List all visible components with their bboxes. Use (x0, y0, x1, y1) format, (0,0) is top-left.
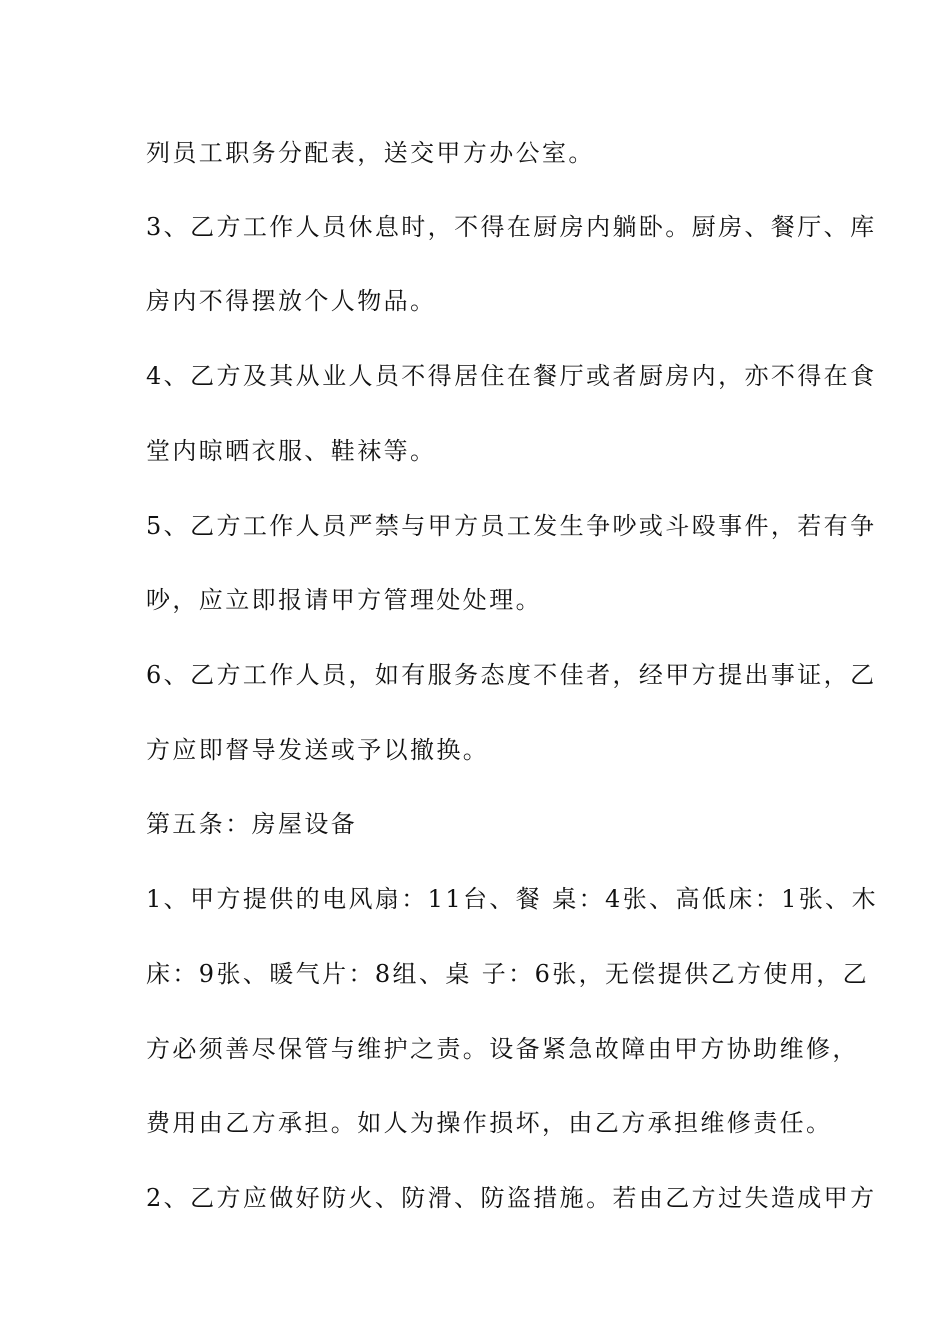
text-line: 6、乙方工作人员，如有服务态度不佳者，经甲方提出事证，乙 (146, 661, 877, 689)
section-heading: 第五条：房屋设备 (146, 810, 358, 838)
text-line: 吵，应立即报请甲方管理处处理。 (146, 586, 542, 614)
text-line: 2、乙方应做好防火、防滑、防盗措施。若由乙方过失造成甲方 (146, 1184, 877, 1212)
text-line: 列员工职务分配表，送交甲方办公室。 (146, 139, 595, 167)
text-line: 方应即督导发送或予以撤换。 (146, 736, 490, 764)
text-line: 4、乙方及其从业人员不得居住在餐厅或者厨房内，亦不得在食 (146, 362, 877, 390)
text-line: 3、乙方工作人员休息时，不得在厨房内躺卧。厨房、餐厅、库 (146, 213, 877, 241)
text-line: 床：9张、暖气片：8组、桌 子：6张，无偿提供乙方使用，乙 (146, 960, 870, 988)
text-line: 房内不得摆放个人物品。 (146, 287, 437, 315)
text-line: 1、甲方提供的电风扇：11台、餐 桌：4张、高低床：1张、木 (146, 885, 878, 913)
text-line: 方必须善尽保管与维护之责。设备紧急故障由甲方协助维修， (146, 1035, 859, 1063)
text-line: 堂内晾晒衣服、鞋袜等。 (146, 437, 437, 465)
text-line: 5、乙方工作人员严禁与甲方员工发生争吵或斗殴事件，若有争 (146, 512, 877, 540)
text-line: 费用由乙方承担。如人为操作损坏，由乙方承担维修责任。 (146, 1109, 833, 1137)
